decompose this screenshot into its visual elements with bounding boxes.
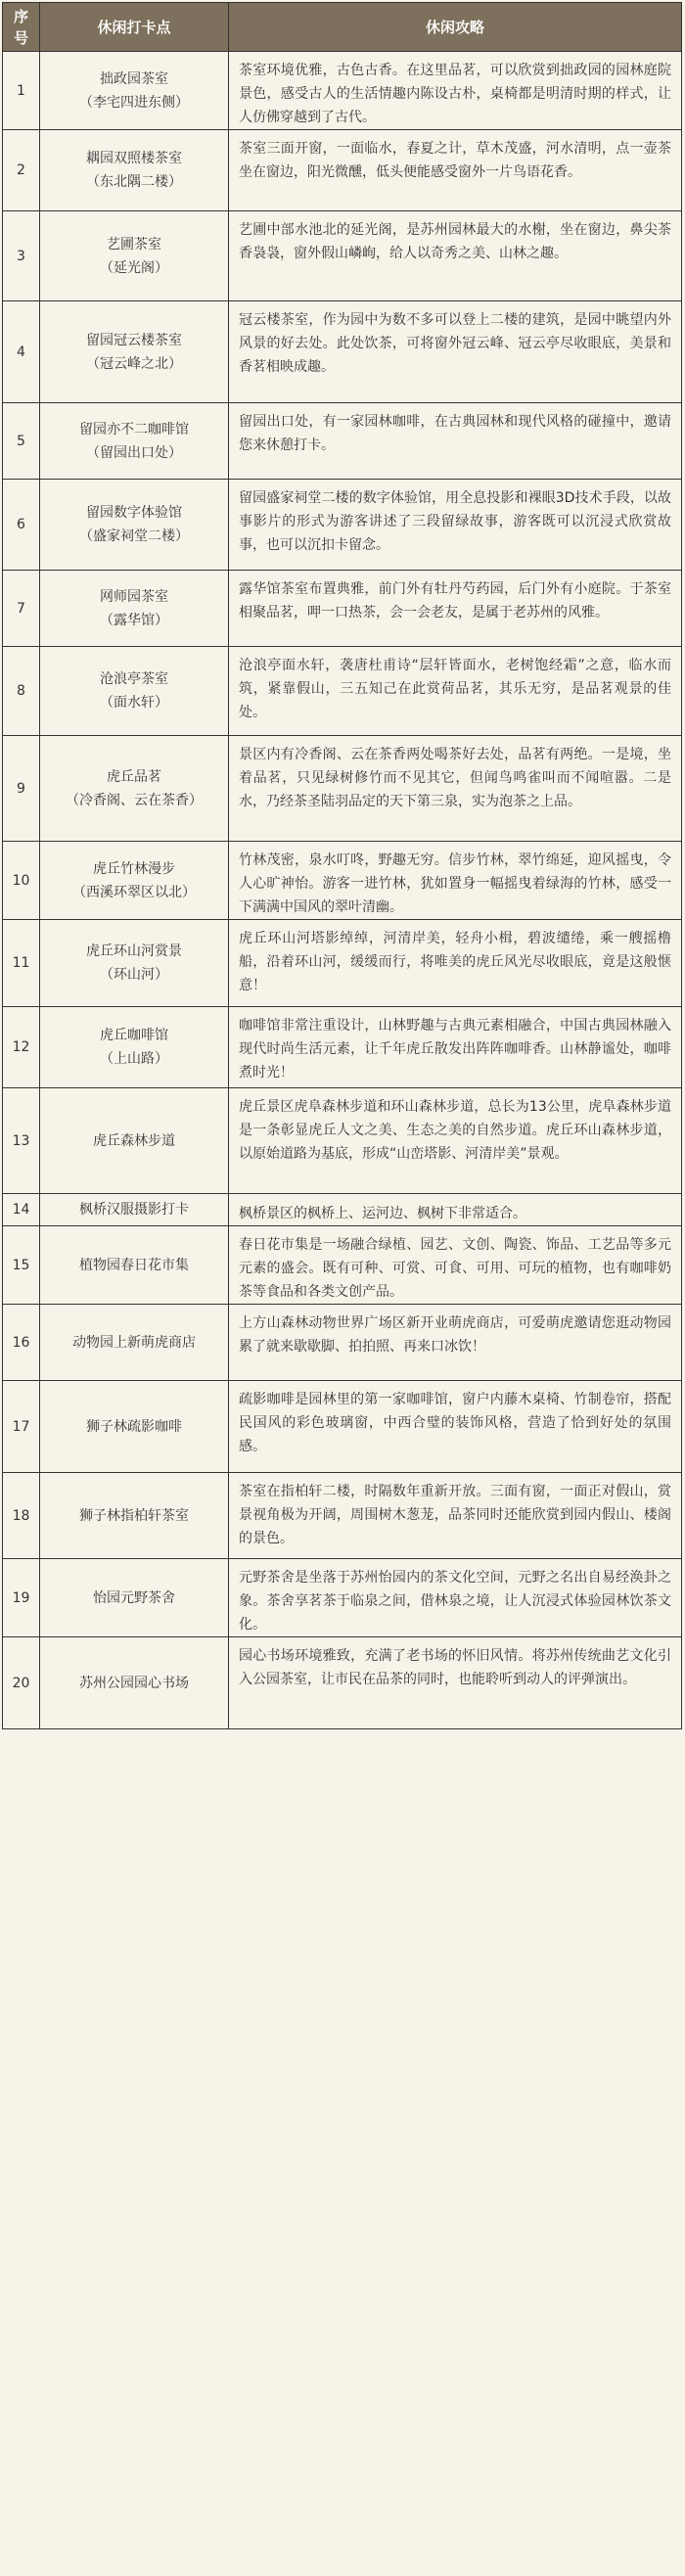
table-row bbox=[3, 647, 682, 736]
row-number: 17 bbox=[3, 1381, 40, 1473]
table-row bbox=[3, 130, 682, 211]
spot-location: （面水轩） bbox=[100, 695, 168, 711]
table-row bbox=[3, 211, 682, 301]
tip-cell: 枫桥景区的枫桥上、运河边、枫树下非常适合。 bbox=[229, 1194, 682, 1226]
row-number: 2 bbox=[3, 130, 40, 211]
spot-cell bbox=[40, 130, 229, 211]
spot-cell bbox=[40, 1381, 229, 1473]
spot-cell bbox=[40, 1194, 229, 1226]
spot-name: 留园数字体验馆 bbox=[86, 505, 182, 521]
spot-location: （露华馆） bbox=[100, 612, 168, 628]
table-row bbox=[3, 920, 682, 1007]
tip-cell: 春日花市集是一场融合绿植、园艺、文创、陶瓷、饰品、工艺品等多元元素的盛会。既有可种、可赏、可食、可用、可玩的植物，也有咖啡奶茶等食品和各类文创产品。 bbox=[229, 1226, 682, 1305]
tip-cell: 茶室三面开窗，一面临水，春夏之计，草木茂盛，河水清明，点一壶茶坐在窗边，阳光微醺，低头便能感受窗外一片鸟语花香。 bbox=[229, 130, 682, 211]
spot-cell bbox=[40, 52, 229, 130]
spot-name: 狮子林疏影咖啡 bbox=[86, 1418, 182, 1435]
row-number: 9 bbox=[3, 736, 40, 842]
row-number: 11 bbox=[3, 920, 40, 1007]
spot-cell bbox=[40, 571, 229, 647]
spot-cell bbox=[40, 920, 229, 1007]
row-number: 20 bbox=[3, 1637, 40, 1729]
spot-cell bbox=[40, 1007, 229, 1088]
header-tip: 休闲攻略 bbox=[229, 3, 682, 52]
tip-cell: 冠云楼茶室，作为园中为数不多可以登上二楼的建筑，是园中眺望内外风景的好去处。此处饮茶，可将窗外冠云峰、冠云亭尽收眼底，美景和香茗相映成趣。 bbox=[229, 301, 682, 403]
table-row bbox=[3, 842, 682, 920]
tip-cell: 元野茶舍是坐落于苏州怡园内的茶文化空间，元野之名出自易经涣卦之象。茶舍享茗茶于临泉之间，借林泉之境，让人沉浸式体验园林饮茶文化。 bbox=[229, 1559, 682, 1637]
spot-name: 怡园元野茶舍 bbox=[93, 1589, 175, 1606]
header-no: 序号 bbox=[3, 3, 40, 52]
spot-location: （环山河） bbox=[100, 967, 168, 983]
spot-cell bbox=[40, 647, 229, 736]
spot-name: 枫桥汉服摄影打卡 bbox=[79, 1202, 189, 1218]
spot-location: （东北隅二楼） bbox=[86, 174, 182, 190]
tip-cell: 虎丘景区虎阜森林步道和环山森林步道，总长为13公里，虎阜森林步道是一条彰显虎丘人文之美、生态之美的自然步道。虎丘环山森林步道，以原始道路为基底，形成“山峦塔影、河清岸美”景观。 bbox=[229, 1088, 682, 1194]
row-number: 4 bbox=[3, 301, 40, 403]
tip-cell: 竹林茂密，泉水叮咚，野趣无穷。信步竹林，翠竹绵延，迎风摇曳，令人心旷神怡。游客一进竹林，犹如置身一幅摇曳着绿海的竹林，感受一下满满中国风的翠叶清幽。 bbox=[229, 842, 682, 920]
spot-name: 虎丘竹林漫步 bbox=[93, 860, 175, 877]
tip-cell: 艺圃中部水池北的延光阁，是苏州园林最大的水榭，坐在窗边，鼻尖茶香袅袅，窗外假山嶙峋，给人以奇秀之美、山林之趣。 bbox=[229, 211, 682, 301]
row-number: 13 bbox=[3, 1088, 40, 1194]
row-number: 19 bbox=[3, 1559, 40, 1637]
tip-cell: 上方山森林动物世界广场区新开业萌虎商店，可爱萌虎邀请您逛动物园累了就来歇歇脚、拍拍照、再来口冰饮！ bbox=[229, 1305, 682, 1381]
table-row bbox=[3, 1194, 682, 1226]
spot-name: 艺圃茶室 bbox=[107, 236, 161, 253]
spot-location: （盛家祠堂二楼） bbox=[79, 529, 189, 544]
spot-cell bbox=[40, 1088, 229, 1194]
row-number: 7 bbox=[3, 571, 40, 647]
table-row bbox=[3, 52, 682, 130]
tip-cell: 景区内有冷香阁、云在茶香两处喝茶好去处，品茗有两绝。一是境，坐着品茗，只见绿树修竹而不见其它，但闻鸟鸣雀叫而不闻喧嚣。二是水，乃经茶圣陆羽品定的天下第三泉，实为泡茶之上品。 bbox=[229, 736, 682, 842]
table-row bbox=[3, 736, 682, 842]
spot-name: 虎丘环山河赏景 bbox=[86, 943, 182, 959]
spot-name: 虎丘森林步道 bbox=[93, 1132, 175, 1149]
tip-cell: 留园盛家祠堂二楼的数字体验馆，用全息投影和裸眼3D技术手段，以故事影片的形式为游客讲述了三段留绿故事，游客既可以沉浸式欣赏故事，也可以沉扣卡留念。 bbox=[229, 480, 682, 571]
spot-location: （留园出口处） bbox=[86, 444, 182, 461]
spot-name: 虎丘品茗 bbox=[107, 768, 161, 785]
spot-name: 留园冠云楼茶室 bbox=[86, 332, 182, 348]
tip-cell: 茶室在指柏轩二楼，时隔数年重新开放。三面有窗，一面正对假山，赏景视角极为开阔，周围树木葱茏，品茶同时还能欣赏到园内假山、楼阁的景色。 bbox=[229, 1473, 682, 1559]
spot-cell bbox=[40, 736, 229, 842]
spot-cell bbox=[40, 301, 229, 403]
spot-location: （冷香阁、云在茶香） bbox=[66, 792, 203, 808]
table-row bbox=[3, 301, 682, 403]
spot-name: 苏州公园园心书场 bbox=[79, 1675, 189, 1691]
spot-name: 动物园上新萌虎商店 bbox=[72, 1334, 196, 1351]
spot-cell bbox=[40, 1226, 229, 1305]
spot-cell bbox=[40, 1473, 229, 1559]
row-number: 3 bbox=[3, 211, 40, 301]
spot-cell bbox=[40, 211, 229, 301]
spot-name: 虎丘咖啡馆 bbox=[100, 1028, 168, 1043]
tip-cell: 园心书场环境雅致，充满了老书场的怀旧风情。将苏州传统曲艺文化引入公园茶室，让市民在品茶的同时，也能聆听到动人的评弹演出。 bbox=[229, 1637, 682, 1729]
tip-cell: 留园出口处，有一家园林咖啡，在古典园林和现代风格的碰撞中，邀请您来休憩打卡。 bbox=[229, 403, 682, 480]
spot-name: 植物园春日花市集 bbox=[79, 1257, 189, 1273]
spot-name: 耦园双照楼茶室 bbox=[86, 151, 182, 166]
row-number: 8 bbox=[3, 647, 40, 736]
tip-cell: 茶室环境优雅，古色古香。在这里品茗，可以欣赏到拙政园的园林庭院景色，感受古人的生活情趣内陈设古朴，桌椅都是明清时期的样式，让人仿佛穿越到了古代。 bbox=[229, 52, 682, 130]
leisure-spots-table bbox=[2, 2, 682, 1729]
table-row bbox=[3, 1088, 682, 1194]
table-row bbox=[3, 480, 682, 571]
tip-cell: 疏影咖啡是园林里的第一家咖啡馆，窗户内藤木桌椅、竹制卷帘，搭配民国风的彩色玻璃窗，中西合璧的装饰风格，营造了恰到好处的氛围感。 bbox=[229, 1381, 682, 1473]
tip-cell: 沧浪亭面水轩，袭唐杜甫诗“层轩皆面水，老树饱经霜”之意，临水而筑，紧靠假山，三五知己在此赏荷品茗，其乐无穷，是品茗观景的佳处。 bbox=[229, 647, 682, 736]
table-row bbox=[3, 1473, 682, 1559]
row-number: 15 bbox=[3, 1226, 40, 1305]
table-row bbox=[3, 1381, 682, 1473]
spot-name: 狮子林指柏轩茶室 bbox=[79, 1507, 189, 1524]
tip-cell: 露华馆茶室布置典雅，前门外有牡丹芍药园，后门外有小庭院。于茶室相聚品茗，呷一口热茶，会一会老友，是属于老苏州的风雅。 bbox=[229, 571, 682, 647]
spot-name: 拙政园茶室 bbox=[100, 70, 168, 87]
row-number: 6 bbox=[3, 480, 40, 571]
table-row bbox=[3, 1226, 682, 1305]
row-number: 18 bbox=[3, 1473, 40, 1559]
spot-location: （延光阁） bbox=[100, 259, 168, 276]
spot-cell bbox=[40, 1305, 229, 1381]
spot-location: （西溪环翠区以北） bbox=[72, 884, 196, 900]
table-row bbox=[3, 1637, 682, 1729]
tip-cell: 咖啡馆非常注重设计，山林野趣与古典元素相融合，中国古典园林融入现代时尚生活元素，让千年虎丘散发出阵阵咖啡香。山林静谧处，咖啡煮时光！ bbox=[229, 1007, 682, 1088]
spot-location: （李宅四进东侧） bbox=[79, 94, 189, 111]
table-row bbox=[3, 403, 682, 480]
tip-cell: 虎丘环山河塔影绰绰，河清岸美，轻舟小楫，碧波缱绻，乘一艘摇橹船，沿着环山河，缓缓而行，将唯美的虎丘风光尽收眼底，竟是这般惬意！ bbox=[229, 920, 682, 1007]
table-row bbox=[3, 571, 682, 647]
row-number: 10 bbox=[3, 842, 40, 920]
spot-name: 网师园茶室 bbox=[100, 588, 168, 605]
row-number: 16 bbox=[3, 1305, 40, 1381]
table-header-row bbox=[3, 3, 682, 52]
row-number: 5 bbox=[3, 403, 40, 480]
spot-cell bbox=[40, 1637, 229, 1729]
table-row bbox=[3, 1559, 682, 1637]
header-spot: 休闲打卡点 bbox=[40, 3, 229, 52]
row-number: 1 bbox=[3, 52, 40, 130]
spot-cell bbox=[40, 1559, 229, 1637]
row-number: 14 bbox=[3, 1194, 40, 1226]
table-row bbox=[3, 1305, 682, 1381]
spot-cell bbox=[40, 480, 229, 571]
spot-cell bbox=[40, 842, 229, 920]
spot-location: （上山路） bbox=[100, 1051, 168, 1067]
spot-cell bbox=[40, 403, 229, 480]
spot-name: 沧浪亭茶室 bbox=[100, 671, 168, 687]
row-number: 12 bbox=[3, 1007, 40, 1088]
spot-name: 留园亦不二咖啡馆 bbox=[79, 421, 189, 437]
table-row bbox=[3, 1007, 682, 1088]
spot-location: （冠云峰之北） bbox=[86, 355, 182, 372]
